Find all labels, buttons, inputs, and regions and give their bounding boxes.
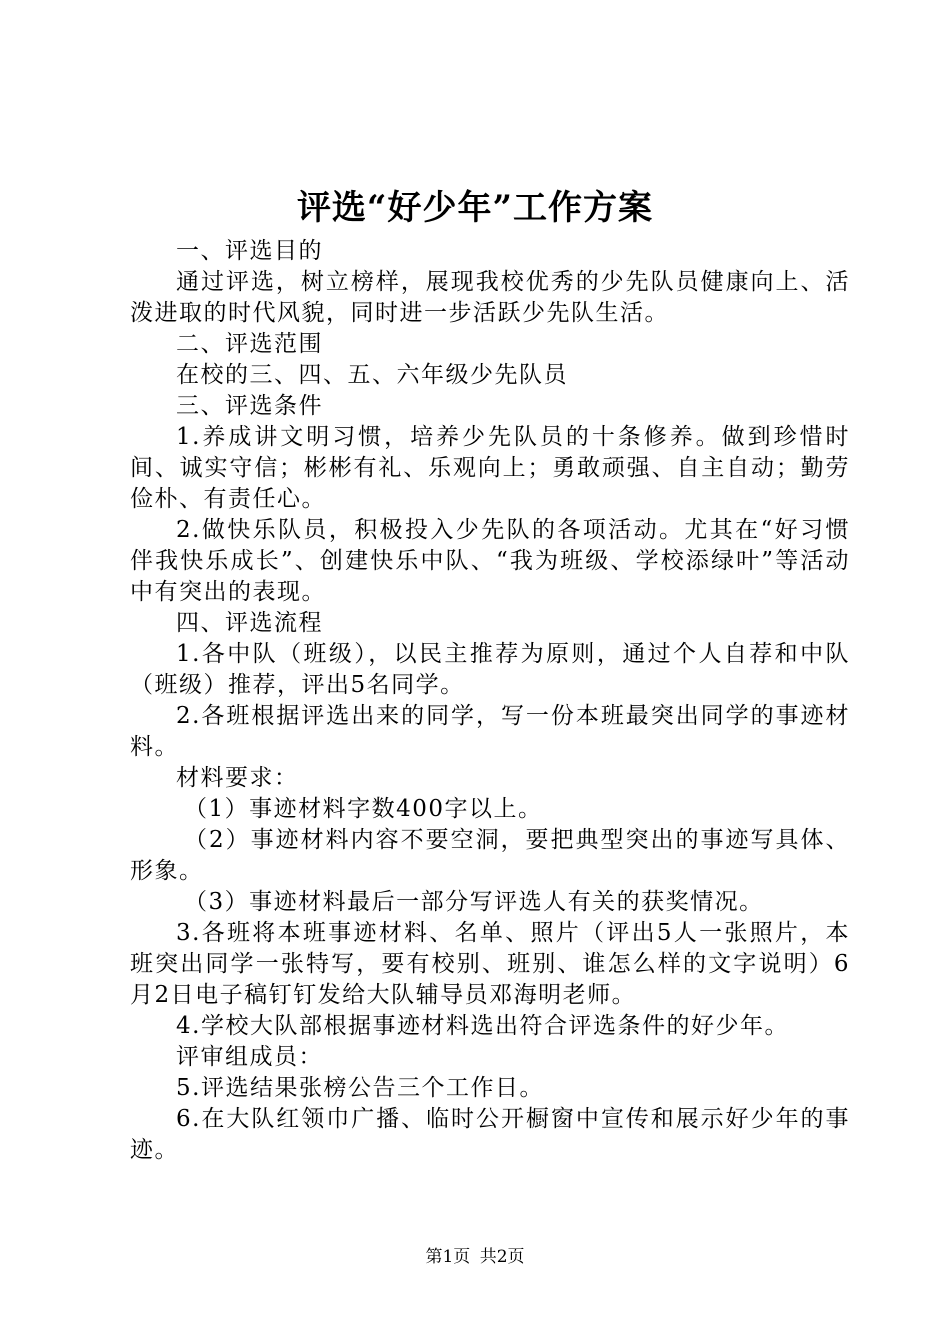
paragraph: 材料要求：	[176, 765, 299, 791]
section-heading: 三、评选条件	[176, 393, 323, 419]
paragraph: 2.做快乐队员，积极投入少先队的各项活动。尤其在“好习惯伴我快乐成长”、创建快乐中队、“我为班级、学校添绿叶”等活动中有突出的表现。	[130, 517, 850, 605]
paragraph: 2.各班根据评选出来的同学，写一份本班最突出同学的事迹材料。	[130, 703, 850, 760]
section-heading: 二、评选范围	[176, 331, 323, 357]
page-total: 共2页	[479, 1247, 525, 1267]
paragraph: 在校的三、四、五、六年级少先队员	[176, 362, 568, 388]
paragraph: 3.各班将本班事迹材料、名单、照片（评出5人一张照片，本班突出同学一张特写，要有校别、班别、谁怎么样的文字说明）6月2日电子稿钉钉发给大队辅导员邓海明老师。	[130, 920, 850, 1008]
list-item: （3）事迹材料最后一部分写评选人有关的获奖情况。	[184, 889, 764, 915]
paragraph: 1.养成讲文明习惯，培养少先队员的十条修养。做到珍惜时间、诚实守信；彬彬有礼、乐观向上；勇敢顽强、自主自动；勤劳俭朴、有责任心。	[130, 424, 850, 512]
paragraph: 6.在大队红领巾广播、临时公开橱窗中宣传和展示好少年的事迹。	[130, 1106, 850, 1163]
paragraph: 评审组成员：	[176, 1044, 323, 1070]
paragraph: 5.评选结果张榜公告三个工作日。	[176, 1075, 544, 1101]
list-item: （1）事迹材料字数400字以上。	[184, 796, 543, 822]
paragraph: 通过评选，树立榜样，展现我校优秀的少先队员健康向上、活泼进取的时代风貌，同时进一步活跃少先队生活。	[130, 269, 850, 326]
document-title: 评选“好少年”工作方案	[296, 188, 654, 228]
page-number: 第1页	[425, 1247, 471, 1267]
section-heading: 四、评选流程	[176, 610, 323, 636]
list-item: （2）事迹材料内容不要空洞，要把典型突出的事迹写具体、形象。	[130, 827, 850, 884]
paragraph: 4.学校大队部根据事迹材料选出符合评选条件的好少年。	[176, 1013, 789, 1039]
document-body	[130, 236, 850, 1166]
paragraph: 1.各中队（班级），以民主推荐为原则，通过个人自荐和中队（班级）推荐，评出5名同学。	[130, 641, 850, 698]
section-heading: 一、评选目的	[176, 238, 323, 264]
page-footer	[0, 1242, 950, 1267]
